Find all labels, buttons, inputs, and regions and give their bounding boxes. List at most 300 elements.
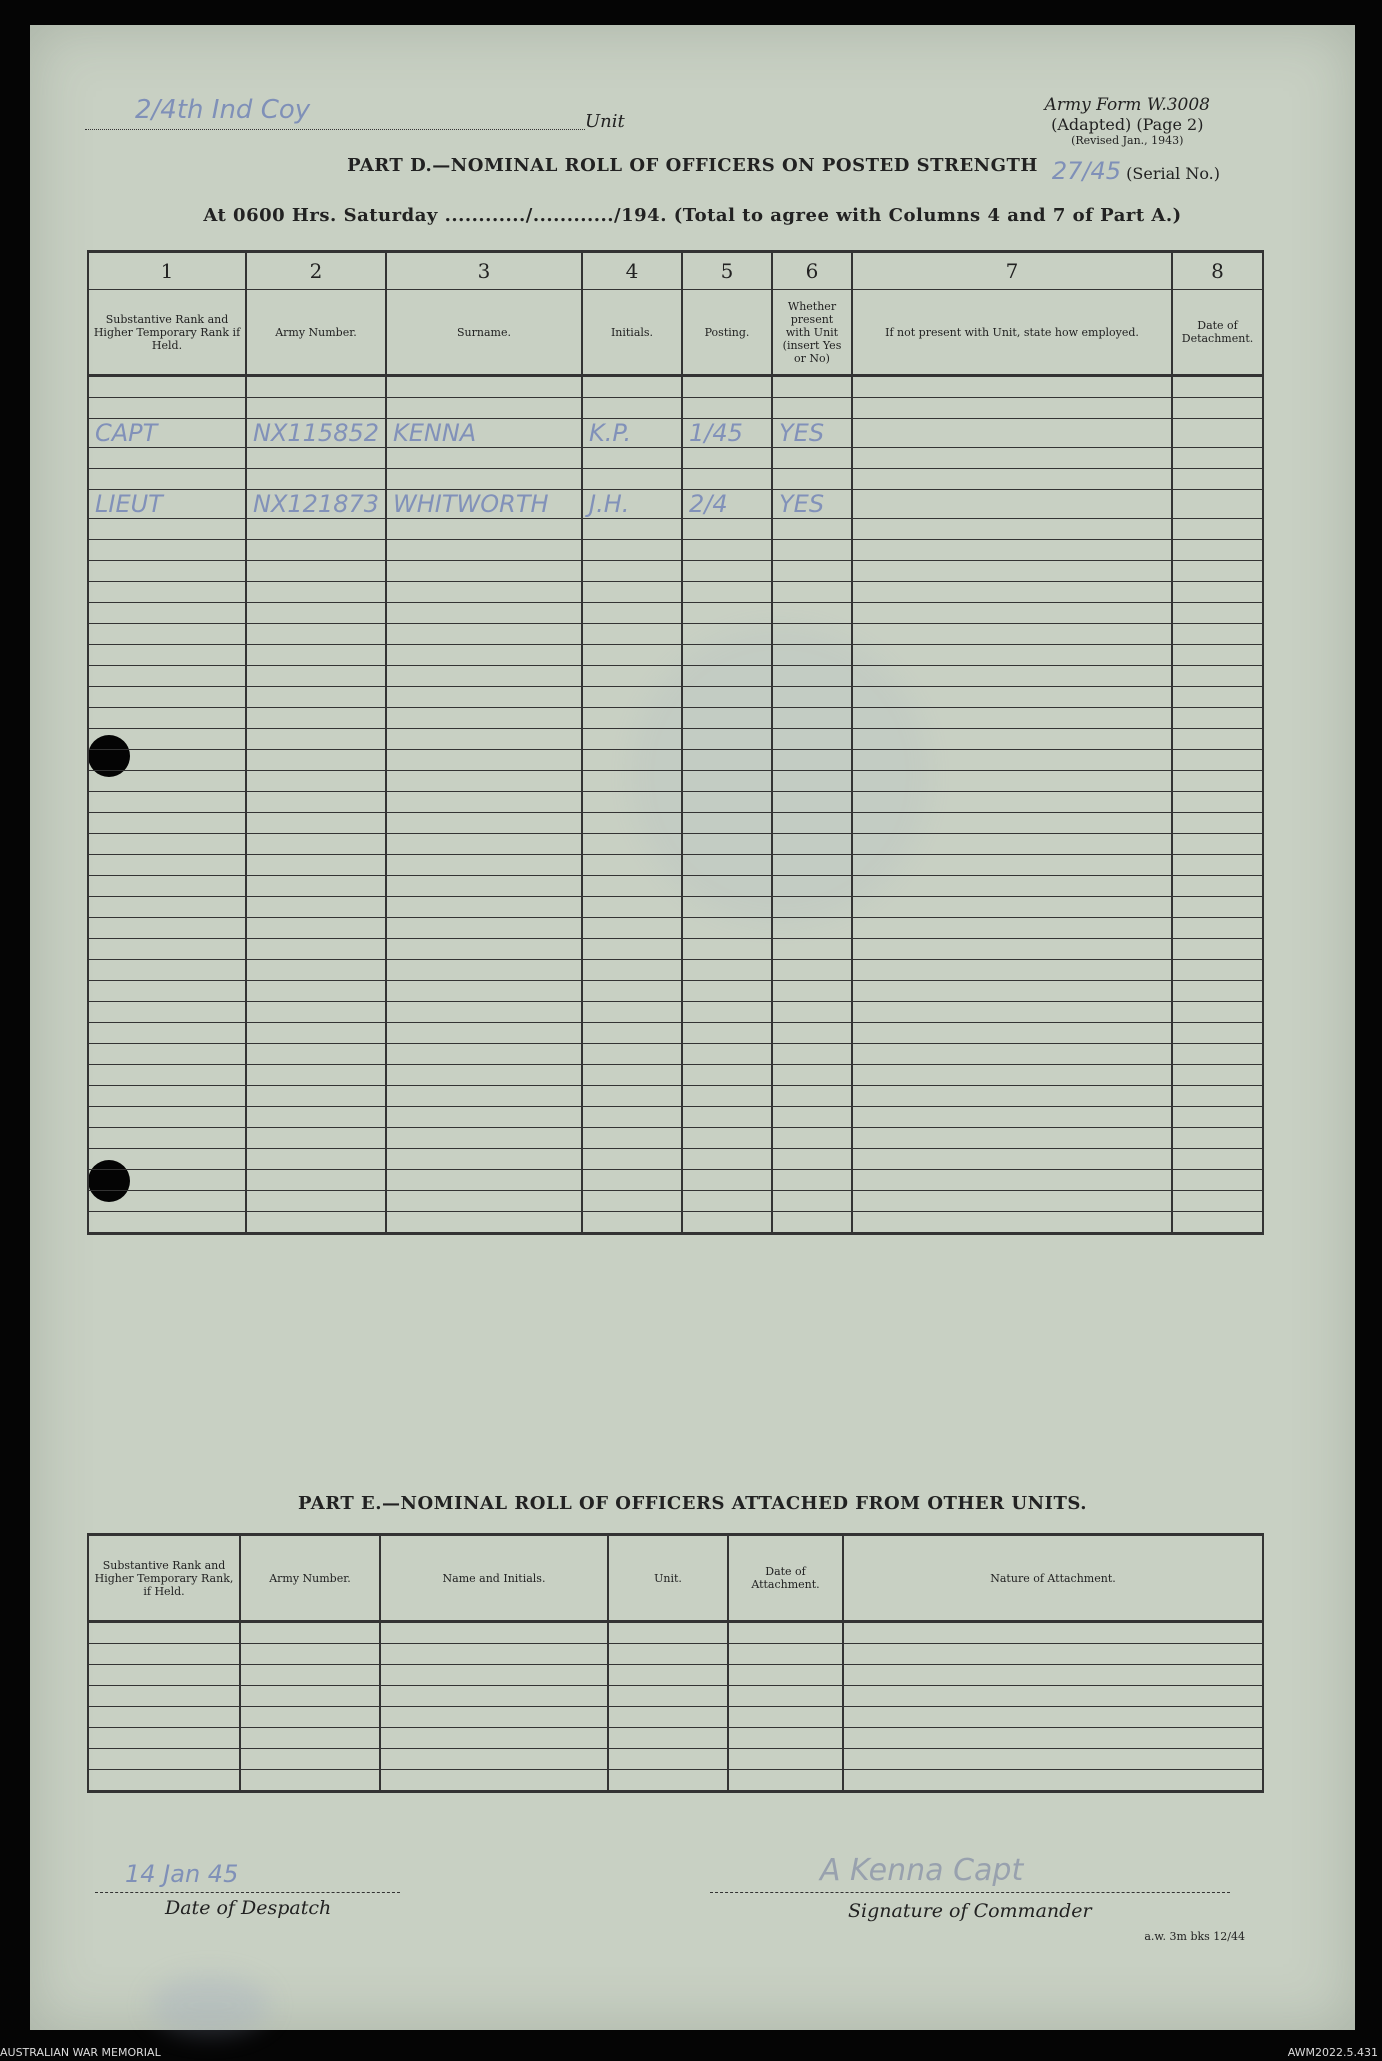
table-cell[interactable] [246, 855, 386, 876]
table-cell[interactable]: KENNA [386, 419, 582, 448]
table-cell[interactable]: YES [772, 490, 852, 519]
table-cell[interactable] [682, 1212, 772, 1234]
table-cell[interactable] [88, 834, 246, 855]
table-cell[interactable] [246, 1149, 386, 1170]
table-cell[interactable] [1172, 624, 1263, 645]
table-cell[interactable] [772, 1191, 852, 1212]
table-cell[interactable] [386, 1149, 582, 1170]
table-cell[interactable] [386, 876, 582, 897]
table-cell[interactable] [843, 1728, 1263, 1749]
table-cell[interactable] [246, 624, 386, 645]
table-cell[interactable] [852, 771, 1172, 792]
table-cell[interactable] [1172, 1170, 1263, 1191]
table-cell[interactable] [728, 1686, 843, 1707]
table-cell[interactable] [88, 1770, 240, 1792]
table-cell[interactable] [772, 855, 852, 876]
table-cell[interactable] [582, 1044, 682, 1065]
table-cell[interactable] [88, 897, 246, 918]
table-cell[interactable] [582, 561, 682, 582]
table-cell[interactable] [582, 1212, 682, 1234]
table-cell[interactable] [772, 645, 852, 666]
table-cell[interactable] [386, 855, 582, 876]
table-cell[interactable] [88, 603, 246, 624]
table-cell[interactable] [772, 1170, 852, 1191]
table-cell[interactable] [380, 1749, 608, 1770]
table-cell[interactable] [852, 918, 1172, 939]
table-cell[interactable] [852, 1212, 1172, 1234]
table-cell[interactable] [386, 897, 582, 918]
table-cell[interactable] [852, 1044, 1172, 1065]
table-cell[interactable] [852, 1170, 1172, 1191]
table-cell[interactable] [682, 918, 772, 939]
table-cell[interactable] [843, 1665, 1263, 1686]
table-cell[interactable]: LIEUT [88, 490, 246, 519]
table-cell[interactable] [88, 448, 246, 469]
table-cell[interactable] [852, 1149, 1172, 1170]
table-cell[interactable] [682, 876, 772, 897]
table-cell[interactable] [386, 918, 582, 939]
table-cell[interactable] [582, 540, 682, 561]
table-cell[interactable] [386, 813, 582, 834]
table-cell[interactable] [852, 876, 1172, 897]
table-cell[interactable] [246, 1170, 386, 1191]
table-cell[interactable] [772, 666, 852, 687]
table-cell[interactable] [852, 419, 1172, 448]
table-cell[interactable] [852, 813, 1172, 834]
table-cell[interactable] [88, 960, 246, 981]
table-cell[interactable] [246, 792, 386, 813]
table-cell[interactable] [582, 708, 682, 729]
table-cell[interactable] [240, 1728, 380, 1749]
table-cell[interactable] [582, 624, 682, 645]
table-cell[interactable] [728, 1749, 843, 1770]
table-cell[interactable] [386, 834, 582, 855]
table-cell[interactable] [582, 1149, 682, 1170]
table-cell[interactable] [1172, 376, 1263, 398]
table-cell[interactable] [1172, 1191, 1263, 1212]
table-cell[interactable] [1172, 1149, 1263, 1170]
table-cell[interactable] [246, 376, 386, 398]
table-cell[interactable] [1172, 708, 1263, 729]
table-cell[interactable] [852, 1065, 1172, 1086]
table-cell[interactable] [582, 666, 682, 687]
table-cell[interactable] [246, 981, 386, 1002]
table-cell[interactable] [1172, 540, 1263, 561]
table-cell[interactable] [246, 519, 386, 540]
table-cell[interactable] [582, 729, 682, 750]
table-cell[interactable] [1172, 1128, 1263, 1149]
table-cell[interactable] [852, 582, 1172, 603]
table-cell[interactable] [582, 603, 682, 624]
table-cell[interactable] [582, 813, 682, 834]
table-cell[interactable] [88, 1023, 246, 1044]
table-cell[interactable] [1172, 687, 1263, 708]
table-cell[interactable] [772, 1149, 852, 1170]
table-cell[interactable] [380, 1728, 608, 1749]
table-cell[interactable] [386, 582, 582, 603]
table-cell[interactable] [582, 918, 682, 939]
table-cell[interactable] [1172, 897, 1263, 918]
table-cell[interactable] [682, 582, 772, 603]
table-cell[interactable] [682, 1023, 772, 1044]
table-cell[interactable] [582, 1191, 682, 1212]
table-cell[interactable] [682, 792, 772, 813]
table-cell[interactable] [1172, 855, 1263, 876]
table-cell[interactable] [682, 771, 772, 792]
table-cell[interactable] [682, 1191, 772, 1212]
table-cell[interactable] [772, 708, 852, 729]
table-cell[interactable] [386, 540, 582, 561]
table-cell[interactable] [246, 1191, 386, 1212]
table-cell[interactable] [386, 561, 582, 582]
table-cell[interactable] [582, 981, 682, 1002]
table-cell[interactable] [88, 813, 246, 834]
table-cell[interactable] [88, 1665, 240, 1686]
table-cell[interactable] [246, 960, 386, 981]
table-cell[interactable] [772, 582, 852, 603]
table-cell[interactable] [246, 729, 386, 750]
table-cell[interactable] [246, 687, 386, 708]
table-cell[interactable] [88, 469, 246, 490]
table-cell[interactable] [88, 708, 246, 729]
table-cell[interactable] [682, 540, 772, 561]
table-cell[interactable] [852, 469, 1172, 490]
table-cell[interactable] [582, 687, 682, 708]
table-cell[interactable] [88, 855, 246, 876]
table-cell[interactable] [386, 469, 582, 490]
table-cell[interactable] [1172, 771, 1263, 792]
table-cell[interactable] [772, 1212, 852, 1234]
table-cell[interactable] [682, 1107, 772, 1128]
table-cell[interactable] [1172, 666, 1263, 687]
table-cell[interactable] [772, 834, 852, 855]
table-cell[interactable] [380, 1770, 608, 1792]
table-cell[interactable] [852, 981, 1172, 1002]
table-cell[interactable]: NX115852 [246, 419, 386, 448]
table-cell[interactable] [386, 398, 582, 419]
table-cell[interactable] [1172, 1086, 1263, 1107]
table-cell[interactable] [240, 1749, 380, 1770]
table-cell[interactable] [582, 645, 682, 666]
table-cell[interactable] [88, 561, 246, 582]
table-cell[interactable] [852, 540, 1172, 561]
table-cell[interactable] [1172, 448, 1263, 469]
table-cell[interactable] [246, 1107, 386, 1128]
table-cell[interactable] [682, 398, 772, 419]
table-cell[interactable] [852, 490, 1172, 519]
table-cell[interactable] [682, 1065, 772, 1086]
table-cell[interactable] [728, 1622, 843, 1644]
table-cell[interactable] [682, 666, 772, 687]
table-cell[interactable] [772, 918, 852, 939]
table-cell[interactable] [1172, 1107, 1263, 1128]
table-cell[interactable] [843, 1622, 1263, 1644]
table-cell[interactable] [608, 1622, 728, 1644]
table-cell[interactable] [852, 897, 1172, 918]
table-cell[interactable] [682, 1002, 772, 1023]
table-cell[interactable] [772, 1023, 852, 1044]
table-cell[interactable] [608, 1707, 728, 1728]
table-cell[interactable] [88, 540, 246, 561]
table-cell[interactable] [772, 603, 852, 624]
table-cell[interactable] [682, 687, 772, 708]
table-cell[interactable] [386, 1002, 582, 1023]
table-cell[interactable] [852, 1191, 1172, 1212]
table-cell[interactable] [582, 750, 682, 771]
table-cell[interactable] [852, 792, 1172, 813]
table-cell[interactable] [380, 1707, 608, 1728]
table-cell[interactable] [608, 1686, 728, 1707]
table-cell[interactable] [246, 1044, 386, 1065]
table-cell[interactable] [88, 939, 246, 960]
table-cell[interactable] [772, 771, 852, 792]
table-cell[interactable] [772, 729, 852, 750]
table-cell[interactable] [582, 855, 682, 876]
table-cell[interactable] [386, 1065, 582, 1086]
table-cell[interactable] [582, 376, 682, 398]
table-cell[interactable] [1172, 469, 1263, 490]
table-cell[interactable] [852, 750, 1172, 771]
table-cell[interactable] [240, 1686, 380, 1707]
table-cell[interactable]: 2/4 [682, 490, 772, 519]
table-cell[interactable] [240, 1770, 380, 1792]
table-cell[interactable] [88, 582, 246, 603]
table-cell[interactable] [582, 519, 682, 540]
table-cell[interactable] [88, 519, 246, 540]
table-cell[interactable] [582, 960, 682, 981]
table-cell[interactable] [386, 960, 582, 981]
table-cell[interactable] [772, 376, 852, 398]
table-cell[interactable] [682, 519, 772, 540]
table-cell[interactable] [386, 376, 582, 398]
table-cell[interactable] [386, 645, 582, 666]
table-cell[interactable] [88, 792, 246, 813]
table-cell[interactable] [1172, 603, 1263, 624]
table-cell[interactable] [772, 981, 852, 1002]
table-cell[interactable] [88, 1644, 240, 1665]
table-cell[interactable] [1172, 939, 1263, 960]
table-cell[interactable] [843, 1686, 1263, 1707]
table-cell[interactable] [728, 1770, 843, 1792]
table-cell[interactable] [240, 1707, 380, 1728]
table-cell[interactable] [246, 582, 386, 603]
table-cell[interactable] [772, 813, 852, 834]
table-cell[interactable] [852, 939, 1172, 960]
table-cell[interactable] [246, 1002, 386, 1023]
table-cell[interactable] [246, 469, 386, 490]
table-cell[interactable] [240, 1665, 380, 1686]
table-cell[interactable] [852, 1128, 1172, 1149]
table-cell[interactable] [852, 1086, 1172, 1107]
table-cell[interactable] [772, 960, 852, 981]
table-cell[interactable] [852, 687, 1172, 708]
table-cell[interactable] [582, 1002, 682, 1023]
table-cell[interactable] [386, 1023, 582, 1044]
table-cell[interactable] [682, 1170, 772, 1191]
table-cell[interactable] [852, 398, 1172, 419]
table-cell[interactable] [843, 1770, 1263, 1792]
table-cell[interactable] [246, 1128, 386, 1149]
table-cell[interactable] [772, 519, 852, 540]
table-cell[interactable] [240, 1644, 380, 1665]
table-cell[interactable] [1172, 981, 1263, 1002]
table-cell[interactable]: CAPT [88, 419, 246, 448]
table-cell[interactable] [88, 1212, 246, 1234]
table-cell[interactable] [1172, 398, 1263, 419]
table-cell[interactable] [772, 897, 852, 918]
table-cell[interactable] [380, 1622, 608, 1644]
table-cell[interactable] [682, 561, 772, 582]
table-cell[interactable] [1172, 1065, 1263, 1086]
table-cell[interactable]: WHITWORTH [386, 490, 582, 519]
table-cell[interactable] [772, 624, 852, 645]
table-cell[interactable] [386, 448, 582, 469]
table-cell[interactable] [728, 1728, 843, 1749]
table-cell[interactable] [843, 1707, 1263, 1728]
table-cell[interactable] [1172, 519, 1263, 540]
table-cell[interactable] [852, 1002, 1172, 1023]
table-cell[interactable] [582, 398, 682, 419]
table-cell[interactable] [582, 897, 682, 918]
table-cell[interactable] [582, 1128, 682, 1149]
table-cell[interactable] [88, 918, 246, 939]
table-cell[interactable] [772, 750, 852, 771]
table-cell[interactable] [1172, 582, 1263, 603]
table-cell[interactable] [1172, 1044, 1263, 1065]
table-cell[interactable] [386, 750, 582, 771]
table-cell[interactable] [1172, 645, 1263, 666]
table-cell[interactable] [772, 792, 852, 813]
table-cell[interactable] [772, 939, 852, 960]
table-cell[interactable] [682, 1086, 772, 1107]
table-cell[interactable] [386, 1044, 582, 1065]
table-cell[interactable] [88, 1107, 246, 1128]
table-cell[interactable] [88, 876, 246, 897]
table-cell[interactable] [852, 1107, 1172, 1128]
table-cell[interactable] [386, 792, 582, 813]
table-cell[interactable] [1172, 876, 1263, 897]
table-cell[interactable] [88, 1749, 240, 1770]
table-cell[interactable] [1172, 1212, 1263, 1234]
table-cell[interactable] [852, 855, 1172, 876]
table-cell[interactable] [772, 561, 852, 582]
table-cell[interactable] [386, 1191, 582, 1212]
table-cell[interactable] [88, 1622, 240, 1644]
table-cell[interactable] [88, 1086, 246, 1107]
table-cell[interactable] [1172, 918, 1263, 939]
table-cell[interactable] [246, 750, 386, 771]
table-cell[interactable] [88, 771, 246, 792]
table-cell[interactable] [88, 1170, 246, 1191]
table-cell[interactable] [246, 834, 386, 855]
table-cell[interactable] [682, 708, 772, 729]
table-cell[interactable] [246, 666, 386, 687]
table-cell[interactable] [246, 708, 386, 729]
table-cell[interactable] [88, 1065, 246, 1086]
table-cell[interactable] [682, 469, 772, 490]
table-cell[interactable] [582, 469, 682, 490]
table-cell[interactable] [852, 729, 1172, 750]
table-cell[interactable] [88, 1707, 240, 1728]
table-cell[interactable] [852, 519, 1172, 540]
table-cell[interactable] [772, 469, 852, 490]
table-cell[interactable] [582, 771, 682, 792]
table-cell[interactable] [682, 645, 772, 666]
table-cell[interactable] [682, 939, 772, 960]
table-cell[interactable] [852, 645, 1172, 666]
table-cell[interactable] [772, 1065, 852, 1086]
table-cell[interactable] [772, 1107, 852, 1128]
table-cell[interactable] [88, 376, 246, 398]
table-cell[interactable] [386, 519, 582, 540]
table-cell[interactable] [246, 813, 386, 834]
table-cell[interactable] [1172, 1023, 1263, 1044]
table-cell[interactable] [246, 918, 386, 939]
table-cell[interactable] [582, 1107, 682, 1128]
table-cell[interactable] [246, 448, 386, 469]
table-cell[interactable] [88, 666, 246, 687]
table-cell[interactable] [772, 876, 852, 897]
table-cell[interactable] [682, 1128, 772, 1149]
table-cell[interactable] [386, 981, 582, 1002]
table-cell[interactable] [582, 834, 682, 855]
table-cell[interactable] [246, 398, 386, 419]
table-cell[interactable] [582, 582, 682, 603]
table-cell[interactable] [88, 1728, 240, 1749]
table-cell[interactable] [582, 792, 682, 813]
table-cell[interactable] [852, 624, 1172, 645]
table-cell[interactable] [246, 603, 386, 624]
table-cell[interactable] [386, 1086, 582, 1107]
table-cell[interactable] [852, 376, 1172, 398]
table-cell[interactable] [843, 1644, 1263, 1665]
table-cell[interactable] [582, 1065, 682, 1086]
table-cell[interactable] [682, 603, 772, 624]
table-cell[interactable] [386, 729, 582, 750]
table-cell[interactable] [1172, 792, 1263, 813]
table-cell[interactable] [246, 771, 386, 792]
table-cell[interactable] [772, 540, 852, 561]
table-cell[interactable] [682, 624, 772, 645]
table-cell[interactable] [728, 1644, 843, 1665]
table-cell[interactable] [728, 1707, 843, 1728]
table-cell[interactable]: 1/45 [682, 419, 772, 448]
table-cell[interactable] [88, 981, 246, 1002]
table-cell[interactable] [380, 1686, 608, 1707]
table-cell[interactable] [608, 1749, 728, 1770]
table-cell[interactable] [246, 876, 386, 897]
table-cell[interactable] [682, 981, 772, 1002]
table-cell[interactable] [608, 1665, 728, 1686]
table-cell[interactable] [246, 561, 386, 582]
table-cell[interactable] [843, 1749, 1263, 1770]
table-cell[interactable] [682, 448, 772, 469]
table-cell[interactable] [608, 1728, 728, 1749]
table-cell[interactable] [608, 1644, 728, 1665]
table-cell[interactable] [88, 1128, 246, 1149]
table-cell[interactable] [386, 624, 582, 645]
table-cell[interactable] [386, 687, 582, 708]
table-cell[interactable] [772, 687, 852, 708]
table-cell[interactable] [1172, 834, 1263, 855]
table-cell[interactable] [852, 960, 1172, 981]
table-cell[interactable] [386, 939, 582, 960]
table-cell[interactable] [1172, 813, 1263, 834]
table-cell[interactable] [582, 939, 682, 960]
table-cell[interactable] [386, 666, 582, 687]
table-cell[interactable] [682, 1149, 772, 1170]
table-cell[interactable] [1172, 561, 1263, 582]
